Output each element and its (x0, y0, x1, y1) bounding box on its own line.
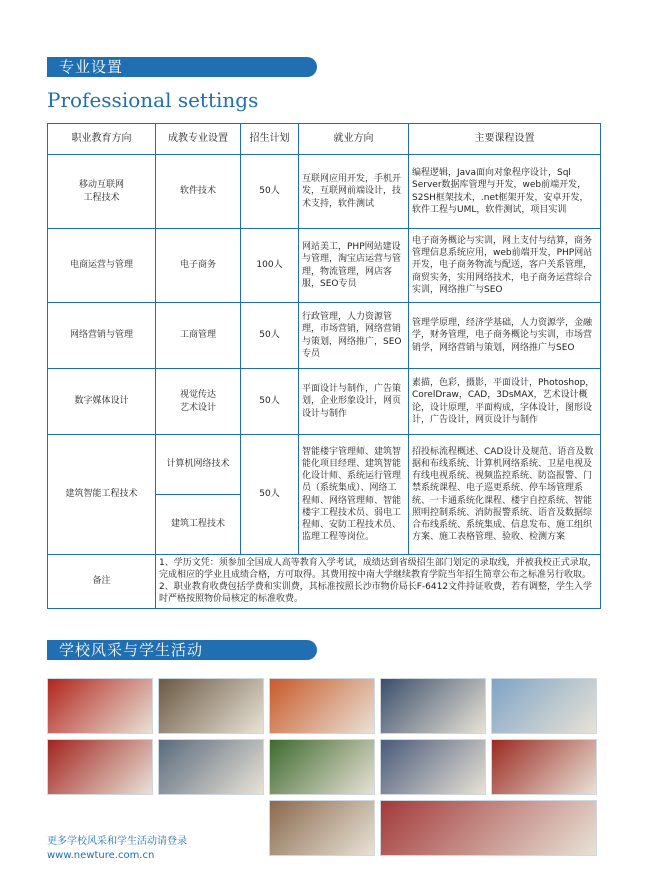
cell-direction: 数字媒体设计 (48, 369, 156, 435)
cell-direction: 移动互联网 工程技术 (48, 155, 156, 229)
notes-label: 备注 (48, 555, 156, 609)
cell-courses: 管理学原理，经济学基础，人力资源学，金融学，财务管理，电子商务概论与实训，市场营销学，网络营销与策划，网络推广与SEO (409, 303, 601, 369)
photo-3 (269, 678, 375, 734)
notes-content (156, 555, 601, 609)
photo-11 (269, 800, 375, 856)
photo-12 (380, 800, 597, 856)
photo-5 (491, 678, 597, 734)
header-courses: 主要课程设置 (409, 124, 601, 155)
cell-plan: 50人 (241, 155, 299, 229)
photo-2 (158, 678, 264, 734)
cell-courses: 招投标流程概述、CAD设计及规范、语音及数据和布线系统、计算机网络系统、卫星电视及有线电视系统、视频监控系统、防盗报警、门禁系统课程、电子巡更系统、停车场管理系统、一卡通系统化课程、楼宇自控系统、智能照明控制系统、消防报警系统、语音及数据综合布线系统、系统集成、信息发布、施工组织方案、施工表格管理、验收、检测方案 (409, 435, 601, 555)
header-plan: 招生计划 (241, 124, 299, 155)
section-title: 专业设置 (59, 58, 124, 76)
cell-courses: 电子商务概论与实训，网上支付与结算，商务管理信息系统应用，web前端开发，PHP网站开发，电子商务物流与配送，客户关系管理，商贸实务，实用网络技术，电子商务运营综合实训，网络推广与SEO (409, 229, 601, 303)
header-major: 成教专业设置 (156, 124, 241, 155)
cell-major: 视觉传达 艺术设计 (156, 369, 241, 435)
cell-major: 电子商务 (156, 229, 241, 303)
cell-plan: 50人 (241, 369, 299, 435)
photo-1 (47, 678, 153, 734)
cell-plan: 100人 (241, 229, 299, 303)
note-item: 1、学历文凭：须参加全国成人高等教育入学考试，成绩达到省级招生部门划定的录取线，并被我校正式录取，完成相应的学业且成绩合格，方可取得。其费用按中南大学继续教育学院当年招生简章公布之标准另行收取。 (159, 558, 597, 581)
section-subtitle: Professional settings (47, 88, 259, 112)
cell-major: 工商管理 (156, 303, 241, 369)
photo-9 (380, 739, 486, 795)
cell-courses: 素描，色彩，摄影，平面设计，Photoshop，CorelDraw，CAD，3DsMAX，艺术设计概论，设计原理，平面构成，字体设计，图形设计，广告设计，网页设计与制作 (409, 369, 601, 435)
photo-7 (158, 739, 264, 795)
photo-10 (491, 739, 597, 795)
footer-url[interactable]: www.newture.com.cn (47, 850, 155, 861)
cell-major: 建筑工程技术 (156, 495, 241, 555)
cell-employment: 互联网应用开发，手机开发，互联网前端设计，技术支持，软件测试 (299, 155, 409, 229)
section-banner-activities (47, 640, 317, 660)
table-row (48, 435, 601, 495)
cell-employment: 智能楼宇管理师、建筑智能化项目经理、建筑智能化设计师、系统运行管理员（系统集成）、网络工程师、网络管理师、智能楼宇工程技术员、弱电工程师、安防工程技术员、监理工程等岗位。 (299, 435, 409, 555)
cell-major: 软件技术 (156, 155, 241, 229)
table-row (48, 369, 601, 435)
cell-employment: 网站美工，PHP网站建设与管理，淘宝店运营与管理，物流管理，网店客服，SEO专员 (299, 229, 409, 303)
cell-courses: 编程逻辑，Java面向对象程序设计，Sql Server数据库管理与开发，web前端开发，S2SH框架技术，.net框架开发，安卓开发，软件工程与UML，软件测试，项目实训 (409, 155, 601, 229)
cell-employment: 行政管理，人力资源管理，市场营销，网络营销与策划，网络推广，SEO专员 (299, 303, 409, 369)
cell-plan: 50人 (241, 303, 299, 369)
note-item: 2、职业教育收费包括学费和实训费，其标准按照长沙市物价局长F-6412文件持证收费，若有调整，学生入学时严格按照物价局核定的标准收费。 (159, 582, 593, 605)
header-employment: 就业方向 (299, 124, 409, 155)
table-header-row (48, 124, 601, 155)
table-row (48, 229, 601, 303)
cell-direction: 网络营销与管理 (48, 303, 156, 369)
header-direction: 职业教育方向 (48, 124, 156, 155)
professional-settings-table (47, 123, 601, 609)
table-row (48, 155, 601, 229)
cell-direction: 建筑智能工程技术 (48, 435, 156, 555)
photo-8 (269, 739, 375, 795)
section-banner-professional (47, 57, 317, 77)
photo-6 (47, 739, 153, 795)
cell-direction: 电商运营与管理 (48, 229, 156, 303)
photo-4 (380, 678, 486, 734)
table-row (48, 303, 601, 369)
footer-text: 更多学校风采和学生活动请登录 (47, 836, 187, 847)
cell-major: 计算机网络技术 (156, 435, 241, 495)
table-notes-row (48, 555, 601, 609)
cell-employment: 平面设计与制作，广告策划，企业形象设计，网页设计与制作 (299, 369, 409, 435)
cell-plan: 50人 (241, 435, 299, 555)
section-title: 学校风采与学生活动 (59, 641, 204, 659)
